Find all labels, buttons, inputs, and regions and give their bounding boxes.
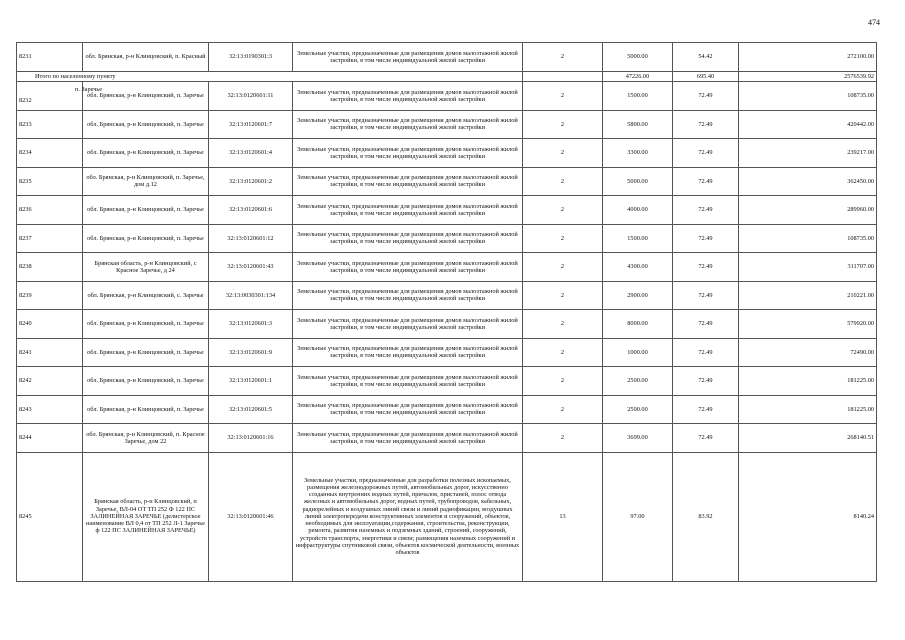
table-row bbox=[17, 82, 877, 111]
row-cadastral-number: 32:13:0120601:5 bbox=[209, 395, 293, 424]
row-cost: 579920.00 bbox=[739, 310, 877, 339]
row-rate: 72.49 bbox=[673, 310, 739, 339]
row-cost: 289960.00 bbox=[739, 196, 877, 225]
table-row bbox=[17, 139, 877, 168]
table-row bbox=[17, 310, 877, 339]
row-area: 1500.00 bbox=[603, 224, 673, 253]
row-address: обл. Брянская, р-н Клинцовский, п. Заречье bbox=[83, 82, 209, 111]
row-number: 8236 bbox=[17, 196, 83, 225]
row-cadastral-number: 32:13:0120601:16 bbox=[209, 424, 293, 453]
row-rate: 72.49 bbox=[673, 281, 739, 310]
row-address: Брянская область, р-н Клинцовский, п Заречье, ВЛ-04 ОТ ТП 252 Ф 122 ПС ЗАЛИНЕЙНАЯ ЗАРЕЧЬЕ (делистерское наименование ВЛ 0,4 от ТП 252 Л-1 Заречье ф 122 ПС ЗАЛИНЕЙНАЯ ЗАРЕЧЬЕ) bbox=[83, 452, 209, 581]
row-rate: 72.49 bbox=[673, 338, 739, 367]
table-row bbox=[17, 395, 877, 424]
row-permitted-use: Земельные участки, предназначенные для размещения домов малоэтажной жилой застройки, в том числе индивидуальной жилой застройки bbox=[293, 43, 523, 72]
row-category: 2 bbox=[523, 82, 603, 111]
row-cost: 311707.00 bbox=[739, 253, 877, 282]
row-area: 5800.00 bbox=[603, 110, 673, 139]
row-area: 2500.00 bbox=[603, 367, 673, 396]
row-area: 4000.00 bbox=[603, 196, 673, 225]
row-cadastral-number: 32:13:0030301:134 bbox=[209, 281, 293, 310]
row-address: обл. Брянская, р-н Клинцовский, п. Красный bbox=[83, 43, 209, 72]
row-area: 3300.00 bbox=[603, 139, 673, 168]
row-address: обл. Брянская, р-н Клинцовский, п. Заречье bbox=[83, 196, 209, 225]
row-number: п. Заречье 8232 bbox=[17, 82, 83, 111]
total-row bbox=[17, 72, 877, 82]
row-category: 2 bbox=[523, 43, 603, 72]
row-cadastral-number: 32:13:0190301:3 bbox=[209, 43, 293, 72]
row-rate: 72.49 bbox=[673, 167, 739, 196]
row-number: 8231 bbox=[17, 43, 83, 72]
row-number: 8237 bbox=[17, 224, 83, 253]
row-number: 8244 bbox=[17, 424, 83, 453]
row-address: обл. Брянская, р-н Клинцовский, с. Заречье bbox=[83, 281, 209, 310]
row-rate: 72.49 bbox=[673, 395, 739, 424]
row-address: Брянская область, р-н Клинцовский, с Красное Заречье, д 24 bbox=[83, 253, 209, 282]
row-category: 2 bbox=[523, 367, 603, 396]
row-area: 1000.00 bbox=[603, 338, 673, 367]
row-area: 4300.00 bbox=[603, 253, 673, 282]
row-rate: 72.49 bbox=[673, 139, 739, 168]
row-permitted-use: Земельные участки, предназначенные для размещения домов малоэтажной жилой застройки, в том числе индивидуальной жилой застройки bbox=[293, 167, 523, 196]
row-category: 2 bbox=[523, 196, 603, 225]
row-area: 3699.00 bbox=[603, 424, 673, 453]
row-cadastral-number: 32:13:0120601:4 bbox=[209, 139, 293, 168]
table-row bbox=[17, 281, 877, 310]
row-rate: 72.49 bbox=[673, 110, 739, 139]
row-cost: 181225.00 bbox=[739, 367, 877, 396]
row-number: 8235 bbox=[17, 167, 83, 196]
row-address: обл. Брянская, р-н Клинцовский, п. Заречье bbox=[83, 310, 209, 339]
row-permitted-use: Земельные участки, предназначенные для размещения домов малоэтажной жилой застройки, в том числе индивидуальной жилой застройки bbox=[293, 424, 523, 453]
row-address: обл. Брянская, р-н Клинцовский, п. Заречье, дом д.12 bbox=[83, 167, 209, 196]
row-cadastral-number: 32:13:0120601:46 bbox=[209, 452, 293, 581]
row-area: 8000.00 bbox=[603, 310, 673, 339]
row-permitted-use: Земельные участки, предназначенные для размещения домов малоэтажной жилой застройки, в том числе индивидуальной жилой застройки bbox=[293, 196, 523, 225]
total-rate: 695.40 bbox=[673, 72, 739, 82]
row-number: 8234 bbox=[17, 139, 83, 168]
row-number: 8240 bbox=[17, 310, 83, 339]
row-cadastral-number: 32:13:0120601:6 bbox=[209, 196, 293, 225]
row-permitted-use: Земельные участки, предназначенные для размещения домов малоэтажной жилой застройки, в том числе индивидуальной жилой застройки bbox=[293, 367, 523, 396]
row-number: 8238 bbox=[17, 253, 83, 282]
row-cost: 72490.00 bbox=[739, 338, 877, 367]
row-rate: 72.49 bbox=[673, 424, 739, 453]
row-category: 2 bbox=[523, 395, 603, 424]
row-rate: 72.49 bbox=[673, 224, 739, 253]
row-category: 2 bbox=[523, 110, 603, 139]
row-cadastral-number: 32:13:0120601:12 bbox=[209, 224, 293, 253]
row-cost: 8140.24 bbox=[739, 452, 877, 581]
row-category: 13 bbox=[523, 452, 603, 581]
table-row bbox=[17, 196, 877, 225]
row-category: 2 bbox=[523, 224, 603, 253]
row-rate: 72.49 bbox=[673, 196, 739, 225]
table-row bbox=[17, 110, 877, 139]
total-empty bbox=[523, 72, 603, 82]
land-registry-table bbox=[16, 42, 877, 582]
row-address: обл. Брянская, р-н Клинцовский, п. Заречье bbox=[83, 395, 209, 424]
row-cadastral-number: 32:13:0120601:43 bbox=[209, 253, 293, 282]
row-rate: 72.49 bbox=[673, 253, 739, 282]
row-area: 97.00 bbox=[603, 452, 673, 581]
table-row bbox=[17, 167, 877, 196]
table-row bbox=[17, 43, 877, 72]
row-category: 2 bbox=[523, 338, 603, 367]
row-permitted-use: Земельные участки, предназначенные для размещения домов малоэтажной жилой застройки, в том числе индивидуальной жилой застройки bbox=[293, 281, 523, 310]
row-cadastral-number: 32:13:0120601:9 bbox=[209, 338, 293, 367]
row-cost: 239217.00 bbox=[739, 139, 877, 168]
row-number: 8241 bbox=[17, 338, 83, 367]
row-category: 2 bbox=[523, 139, 603, 168]
row-rate: 72.49 bbox=[673, 82, 739, 111]
row-cost: 181225.00 bbox=[739, 395, 877, 424]
row-cost: 272100.00 bbox=[739, 43, 877, 72]
row-rate: 54.42 bbox=[673, 43, 739, 72]
row-address: обл. Брянская, р-н Клинцовский, п. Заречье bbox=[83, 110, 209, 139]
row-category: 2 bbox=[523, 424, 603, 453]
table-row bbox=[17, 367, 877, 396]
row-permitted-use: Земельные участки, предназначенные для размещения домов малоэтажной жилой застройки, в том числе индивидуальной жилой застройки bbox=[293, 310, 523, 339]
row-cadastral-number: 32:13:0120601:3 bbox=[209, 310, 293, 339]
row-cadastral-number: 32:13:0120601:11 bbox=[209, 82, 293, 111]
total-cost: 2576539.92 bbox=[739, 72, 877, 82]
total-label: Итого по населенному пункту bbox=[17, 72, 523, 82]
row-number: 8239 bbox=[17, 281, 83, 310]
row-cost: 210221.00 bbox=[739, 281, 877, 310]
row-category: 2 bbox=[523, 253, 603, 282]
row-category: 2 bbox=[523, 281, 603, 310]
row-address: обл. Брянская, р-н Клинцовский, п. Заречье bbox=[83, 139, 209, 168]
table-row bbox=[17, 224, 877, 253]
row-number: 8243 bbox=[17, 395, 83, 424]
row-permitted-use: Земельные участки, предназначенные для размещения домов малоэтажной жилой застройки, в том числе индивидуальной жилой застройки bbox=[293, 110, 523, 139]
row-area: 2900.00 bbox=[603, 281, 673, 310]
row-cost: 108735.00 bbox=[739, 82, 877, 111]
row-cadastral-number: 32:13:0120601:7 bbox=[209, 110, 293, 139]
row-category: 2 bbox=[523, 310, 603, 339]
total-area: 47226.00 bbox=[603, 72, 673, 82]
row-cost: 420442.00 bbox=[739, 110, 877, 139]
row-area: 5000.00 bbox=[603, 43, 673, 72]
row-cost: 362450.00 bbox=[739, 167, 877, 196]
row-cadastral-number: 32:13:0120601:1 bbox=[209, 367, 293, 396]
row-address: обл. Брянская, р-н Клинцовский, п. Заречье bbox=[83, 367, 209, 396]
row-rate: 83.92 bbox=[673, 452, 739, 581]
table-row bbox=[17, 253, 877, 282]
page-number: 474 bbox=[868, 18, 880, 27]
table-row bbox=[17, 338, 877, 367]
row-permitted-use: Земельные участки, предназначенные для разработки полезных ископаемых, размещения железнодорожных путей, автомобильных дорог, искусственно созданных внутренних водных путей, причалов, пристаней, полос отвода железных и автомобильных дорог, водных путей, трубопроводов, кабельных, радиорелейных и воздушных линий связи и линий радиофикации, воздушных линий электропередачи конструктивных элементов и сооружений, объектов, необходимых для эксплуатации,содержания, строительства, реконструкции, ремонта, развития наземных и подземных зданий, строений, сооружений, устройств транспорта, энергетики и связи; размещения наземных сооружений и инфраструктуры спутниковой связи, объектов космической деятельности, военных объектов bbox=[293, 452, 523, 581]
row-permitted-use: Земельные участки, предназначенные для размещения домов малоэтажной жилой застройки, в том числе индивидуальной жилой застройки bbox=[293, 139, 523, 168]
row-permitted-use: Земельные участки, предназначенные для размещения домов малоэтажной жилой застройки, в том числе индивидуальной жилой застройки bbox=[293, 82, 523, 111]
row-cost: 268140.51 bbox=[739, 424, 877, 453]
row-area: 1500.00 bbox=[603, 82, 673, 111]
table-row bbox=[17, 424, 877, 453]
row-number: 8232 bbox=[19, 97, 32, 105]
row-permitted-use: Земельные участки, предназначенные для размещения домов малоэтажной жилой застройки, в том числе индивидуальной жилой застройки bbox=[293, 224, 523, 253]
row-number: 8233 bbox=[17, 110, 83, 139]
row-permitted-use: Земельные участки, предназначенные для размещения домов малоэтажной жилой застройки, в том числе индивидуальной жилой застройки bbox=[293, 395, 523, 424]
row-permitted-use: Земельные участки, предназначенные для размещения домов малоэтажной жилой застройки, в том числе индивидуальной жилой застройки bbox=[293, 253, 523, 282]
row-cadastral-number: 32:13:0120601:2 bbox=[209, 167, 293, 196]
row-cost: 108735.00 bbox=[739, 224, 877, 253]
table-row bbox=[17, 452, 877, 581]
row-category: 2 bbox=[523, 167, 603, 196]
row-address: обл. Брянская, р-н Клинцовский, п. Заречье bbox=[83, 338, 209, 367]
row-permitted-use: Земельные участки, предназначенные для размещения домов малоэтажной жилой застройки, в том числе индивидуальной жилой застройки bbox=[293, 338, 523, 367]
row-address: обл. Брянская, р-н Клинцовский, п. Красное Заречье, дом 22 bbox=[83, 424, 209, 453]
row-number: 8245 bbox=[17, 452, 83, 581]
row-rate: 72.49 bbox=[673, 367, 739, 396]
row-address: обл. Брянская, р-н Клинцовский, п. Заречье bbox=[83, 224, 209, 253]
row-number: 8242 bbox=[17, 367, 83, 396]
row-area: 5000.00 bbox=[603, 167, 673, 196]
row-area: 2500.00 bbox=[603, 395, 673, 424]
